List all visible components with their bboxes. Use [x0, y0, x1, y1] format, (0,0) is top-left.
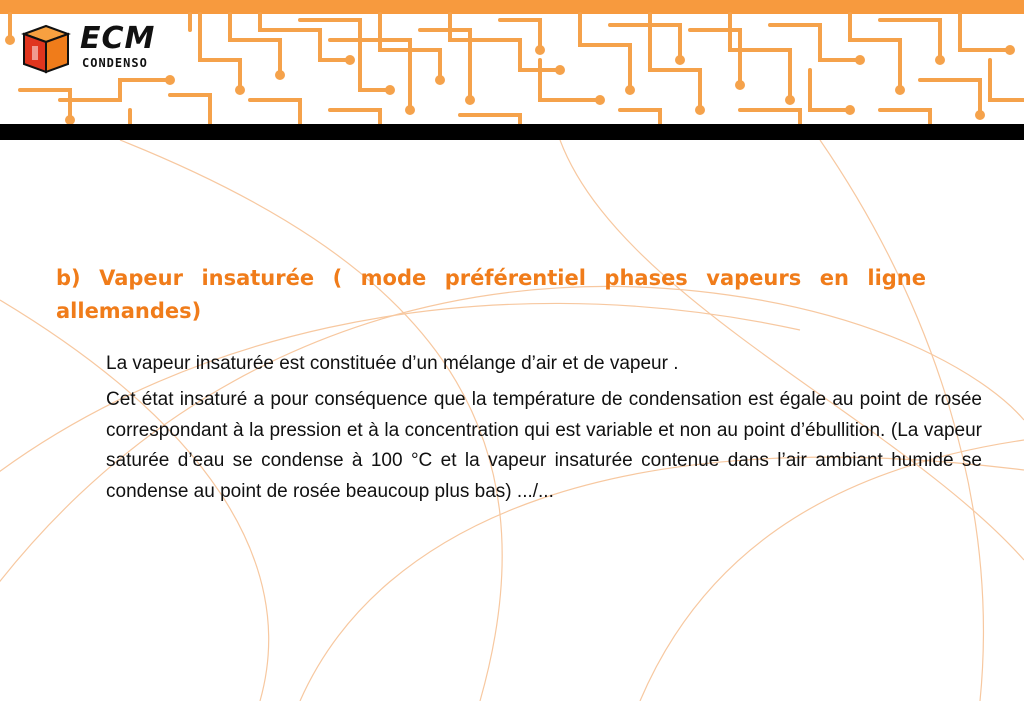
paragraph-definition: La vapeur insaturée est constituée d’un mélange d’air et de vapeur .: [106, 353, 679, 374]
header-banner: [0, 0, 1024, 140]
paragraph-explanation: Cet état insaturé a pour conséquence que la température de condensation est égale au point de rosée correspondant à la pression et à la concentration qui est variable et non au point d’ébullition. (La vapeur saturée d’eau se condense à 100 °C et la vapeur insaturée contenue dans l’air ambiant humide se condense au point de rosée beaucoup plus bas) .../...: [106, 389, 982, 502]
logo-brand: ECM: [80, 21, 156, 56]
section-heading: b) Vapeur insaturée ( mode préférentiel phases vapeurs en ligne allemandes): [56, 266, 926, 323]
ecm-condenso-logo: [20, 18, 190, 80]
logo-subtitle: CONDENSO: [82, 56, 148, 70]
cube-logo-icon: [20, 20, 72, 76]
